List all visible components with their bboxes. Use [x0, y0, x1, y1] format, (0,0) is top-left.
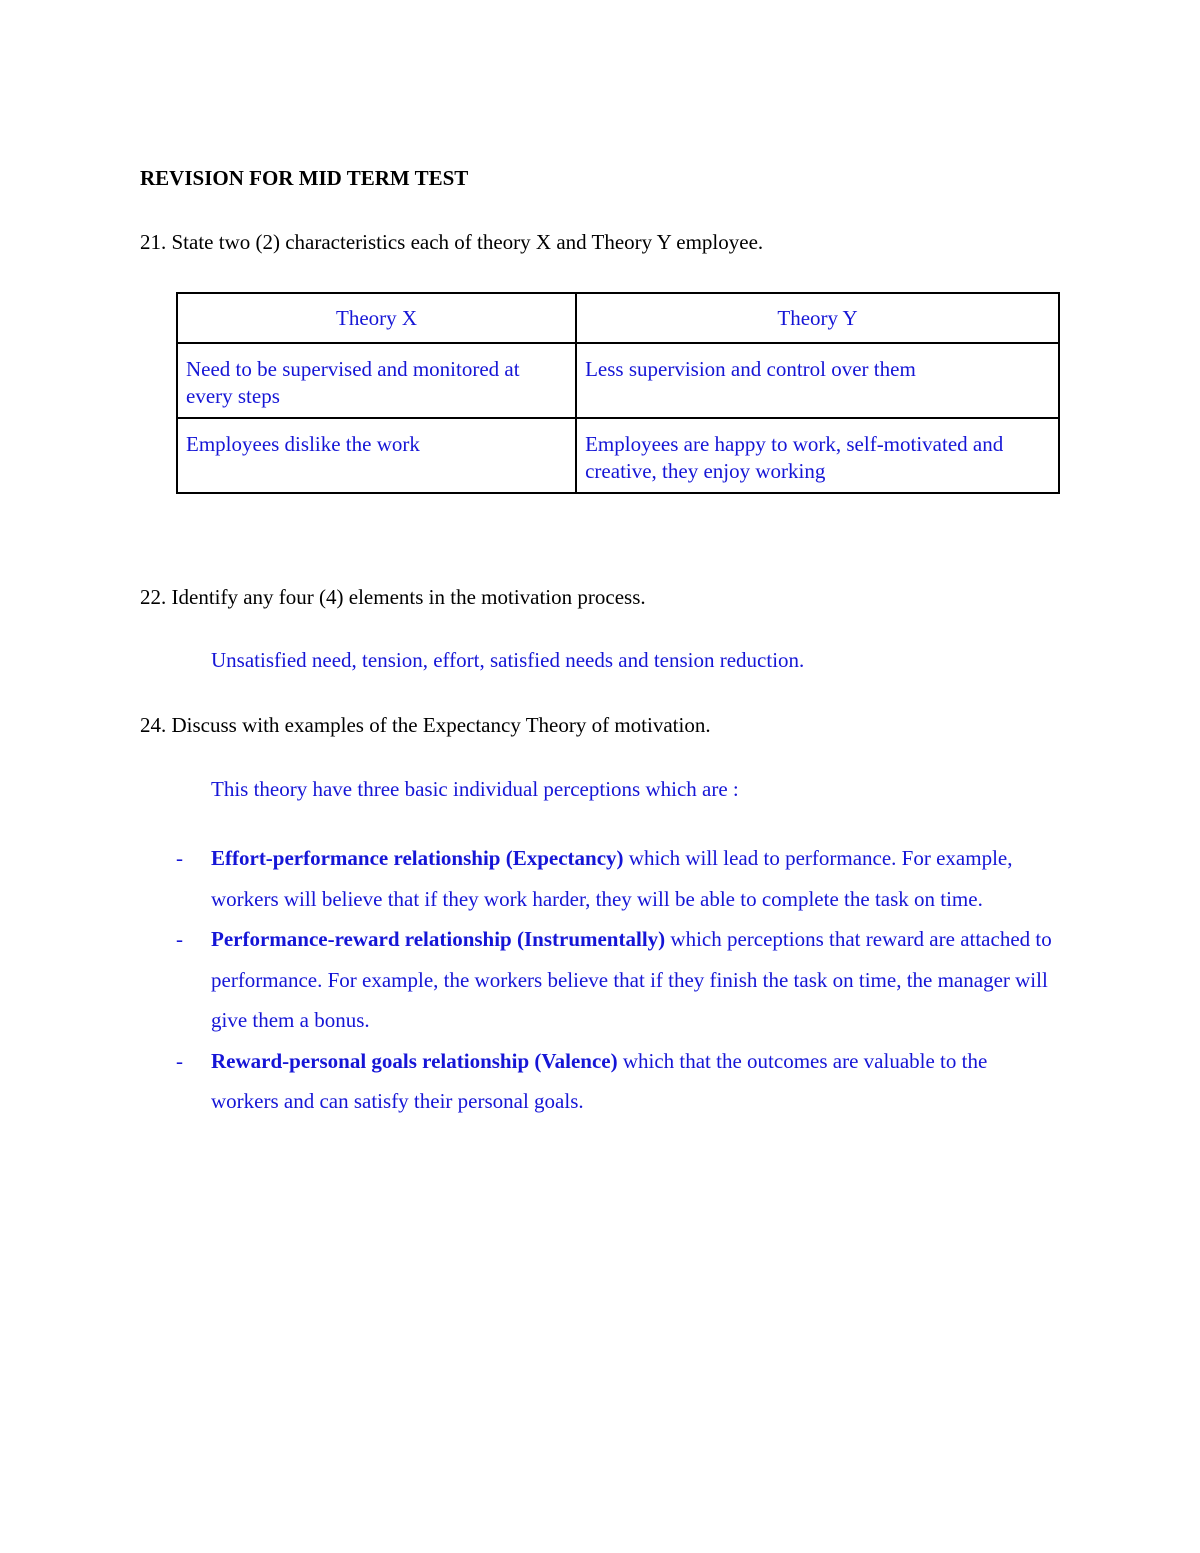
list-item [176, 919, 1056, 1041]
table-cell: Less supervision and control over them [576, 343, 1059, 418]
list-item [176, 838, 1056, 919]
table-header-theory-y: Theory Y [576, 293, 1059, 343]
table-row [177, 343, 1059, 418]
document-title: REVISION FOR MID TERM TEST [140, 166, 469, 190]
table-cell: Employees are happy to work, self-motivated and creative, they enjoy working [576, 418, 1059, 493]
table-header-theory-x: Theory X [177, 293, 576, 343]
bullet-dash: - [176, 846, 183, 870]
table-cell: Need to be supervised and monitored at every steps [177, 343, 576, 418]
expectancy-bullet-list [176, 838, 1056, 1122]
question-22: 22. Identify any four (4) elements in the motivation process. [140, 585, 646, 609]
answer-22: Unsatisfied need, tension, effort, satisfied needs and tension reduction. [211, 648, 805, 672]
bullet-explanation: which perceptions that reward are attached to performance. For example, the workers believe that if they finish the task on time, the manager will give them a bonus. [211, 927, 1052, 1032]
table-cell: Employees dislike the work [177, 418, 576, 493]
bullet-term: Effort-performance relationship (Expectancy) [211, 846, 624, 870]
table-row [177, 418, 1059, 493]
question-24: 24. Discuss with examples of the Expectancy Theory of motivation. [140, 713, 711, 737]
question-21: 21. State two (2) characteristics each of theory X and Theory Y employee. [140, 230, 764, 254]
bullet-explanation: which that the outcomes are valuable to the workers and can satisfy their personal goals. [211, 1048, 988, 1113]
bullet-dash: - [176, 927, 183, 951]
bullet-dash: - [176, 1048, 183, 1073]
bullet-term: Performance-reward relationship (Instrumentally) [211, 927, 666, 951]
theory-x-y-table [176, 292, 1060, 494]
table-header-row [177, 293, 1059, 343]
bullet-term: Reward-personal goals relationship (Valence) [211, 1048, 618, 1073]
answer-24-intro: This theory have three basic individual perceptions which are : [211, 777, 739, 801]
list-item [176, 1041, 1056, 1122]
bullet-explanation: which will lead to performance. For example, workers will believe that if they work harder, they will be able to complete the task on time. [211, 846, 1013, 911]
